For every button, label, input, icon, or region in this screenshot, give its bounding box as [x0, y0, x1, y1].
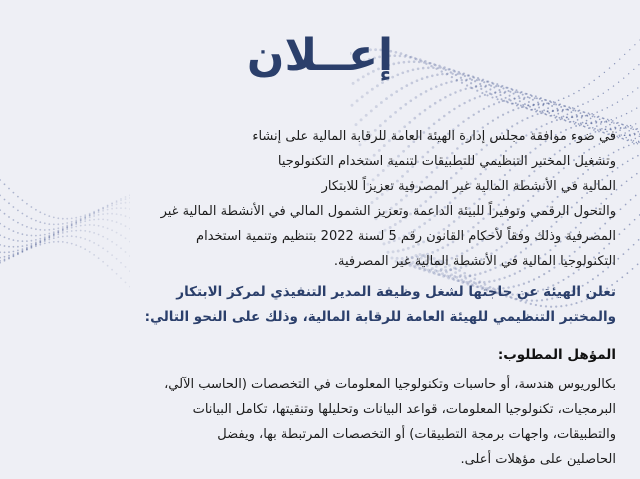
intro-line: والتحول الرقمي وتوفيراً للبيئة الداعمة وتعزيز الشمول المالي في الأنشطة المالية غير	[160, 204, 616, 219]
qualification-line: بكالوريوس هندسة، أو حاسبات وتكنولوجيا المعلومات في التخصصات (الحاسب الآلي،	[164, 377, 616, 392]
qualification-line: والتطبيقات، واجهات برمجة التطبيقات) أو التخصصات المرتبطة بها، ويفضل	[217, 427, 616, 442]
intro-line: التكنولوجيا المالية في الأنشطة المالية غير المصرفية.	[333, 254, 616, 269]
announcement-content	[10, 0, 630, 479]
qualification-heading: المؤهل المطلوب:	[497, 347, 616, 363]
vacancy-line: تعلن الهيئة عن حاجتها لشغل وظيفة المدير التنفيذي لمركز الابتكار	[176, 284, 616, 300]
qualification-line: الحاصلين على مؤهلات أعلى.	[460, 452, 616, 467]
qualification-paragraph	[24, 372, 616, 472]
announcement-title: إعــلان	[246, 30, 394, 81]
intro-line: في ضوء موافقة مجلس إدارة الهيئة العامة للرقابة المالية على إنشاء	[252, 129, 616, 144]
qualification-line: البرمجيات، تكنولوجيا المعلومات، قواعد البيانات وتحليلها وتنقيتها، تكامل البيانات	[192, 402, 616, 417]
intro-paragraph	[24, 124, 616, 274]
intro-line: المصرفية وذلك وفقاً لأحكام القانون رقم 5 لسنة 2022 بتنظيم وتنمية استخدام	[196, 229, 616, 244]
vacancy-line: والمختبر التنظيمي للهيئة العامة للرقابة المالية، وذلك على النحو التالي:	[144, 309, 616, 325]
intro-line: وتشغيل المختبر التنظيمي للتطبيقات لتنمية استخدام التكنولوجيا	[277, 154, 616, 169]
intro-line: المالية في الأنشطة المالية غير المصرفية تعزيزاً للابتكار	[321, 179, 616, 194]
vacancy-announcement	[24, 280, 616, 330]
